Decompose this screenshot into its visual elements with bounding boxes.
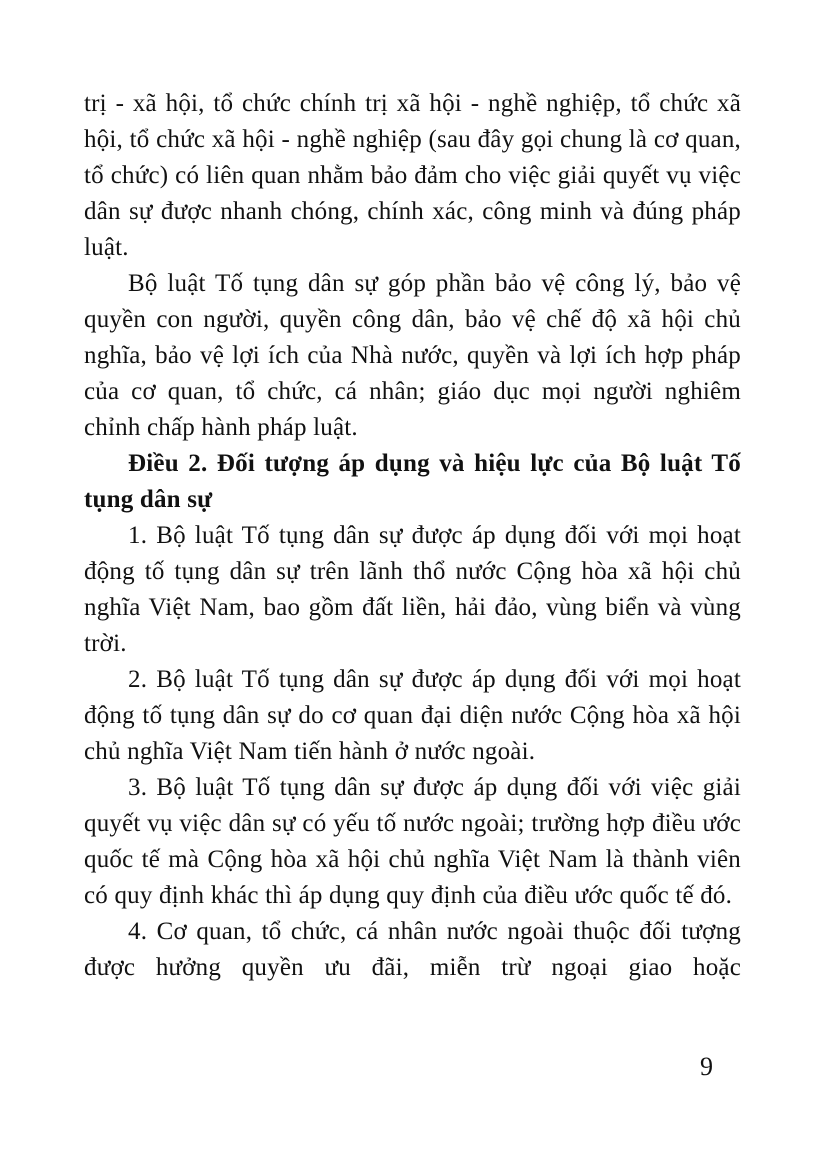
- paragraph-purpose: Bộ luật Tố tụng dân sự góp phần bảo vệ công lý, bảo vệ quyền con người, quyền công dân, bảo vệ chế độ xã hội chủ nghĩa, bảo vệ lợi ích của Nhà nước, quyền và lợi ích hợp pháp của cơ quan, tổ chức, cá nhân; giáo dục mọi người nghiêm chỉnh chấp hành pháp luật.: [84, 270, 741, 441]
- article-2-clause-3: 3. Bộ luật Tố tụng dân sự được áp dụng đối với việc giải quyết vụ việc dân sự có yếu tố nước ngoài; trường hợp điều ước quốc tế mà Cộng hòa xã hội chủ nghĩa Việt Nam là thành viên có quy định khác thì áp dụng quy định của điều ước quốc tế đó.: [84, 774, 741, 909]
- page-text-block: [84, 86, 741, 986]
- article-2-heading: Điều 2. Đối tượng áp dụng và hiệu lực của Bộ luật Tố tụng dân sự: [84, 450, 741, 513]
- article-2-clause-2: 2. Bộ luật Tố tụng dân sự được áp dụng đối với mọi hoạt động tố tụng dân sự do cơ quan đại diện nước Cộng hòa xã hội chủ nghĩa Việt Nam tiến hành ở nước ngoài.: [84, 666, 741, 765]
- paragraph-continuation: trị - xã hội, tổ chức chính trị xã hội - nghề nghiệp, tổ chức xã hội, tổ chức xã hội - nghề nghiệp (sau đây gọi chung là cơ quan, tổ chức) có liên quan nhằm bảo đảm cho việc giải quyết vụ việc dân sự được nhanh chóng, chính xác, công minh và đúng pháp luật.: [84, 90, 741, 261]
- article-2-clause-1: 1. Bộ luật Tố tụng dân sự được áp dụng đối với mọi hoạt động tố tụng dân sự trên lãnh thổ nước Cộng hòa xã hội chủ nghĩa Việt Nam, bao gồm đất liền, hải đảo, vùng biển và vùng trời.: [84, 522, 741, 657]
- page-number: 9: [700, 1052, 713, 1081]
- article-2-clause-4-partial: 4. Cơ quan, tổ chức, cá nhân nước ngoài thuộc đối tượng được hưởng quyền ưu đãi, miễn trừ ngoại giao hoặc: [84, 918, 741, 981]
